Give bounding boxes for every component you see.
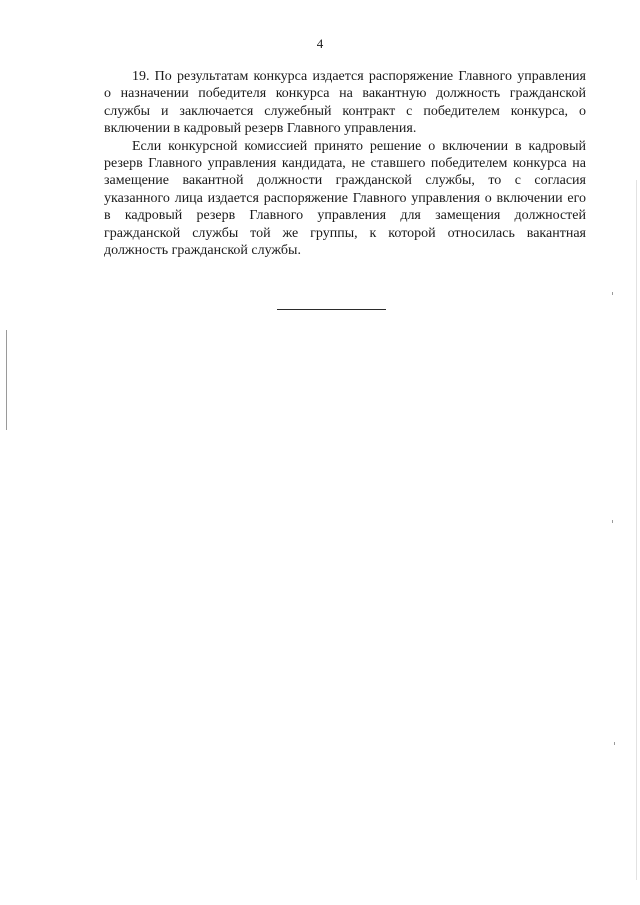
scan-artifact xyxy=(612,520,613,523)
text-line: включении в кадровый резерв Главного управления. xyxy=(104,121,417,137)
text-line: резерв Главного управления кандидата, не ставшего победителем конкурса на xyxy=(104,156,586,172)
text-line: должность гражданской службы. xyxy=(104,243,301,259)
text-line: 19. По результатам конкурса издается распоряжение Главного управления xyxy=(132,69,586,84)
paragraph-19 xyxy=(76,68,586,138)
text-line: указанного лица издается распоряжение Главного управления о включении его xyxy=(104,190,586,206)
text-line: в кадровый резерв Главного управления для замещения должностей xyxy=(104,208,586,224)
scan-artifact xyxy=(614,742,615,745)
text-line: гражданской службы той же группы, к которой относилась вакантная xyxy=(104,225,586,241)
end-separator-line xyxy=(277,309,386,310)
text-line: замещение вакантной должности гражданской службы, то с согласия xyxy=(104,173,586,189)
scan-artifact xyxy=(6,330,7,430)
paragraph-reserve xyxy=(76,138,586,260)
body-text xyxy=(76,68,586,259)
scan-artifact xyxy=(636,180,637,880)
text-line: службы и заключается служебный контракт с победителем конкурса, о xyxy=(104,103,586,119)
text-line: о назначении победителя конкурса на вакантную должность гражданской xyxy=(104,86,586,102)
text-line: Если конкурсной комиссией принято решение о включении в кадровый xyxy=(132,138,586,154)
scan-artifact xyxy=(612,292,613,295)
page-number: 4 xyxy=(316,36,324,51)
